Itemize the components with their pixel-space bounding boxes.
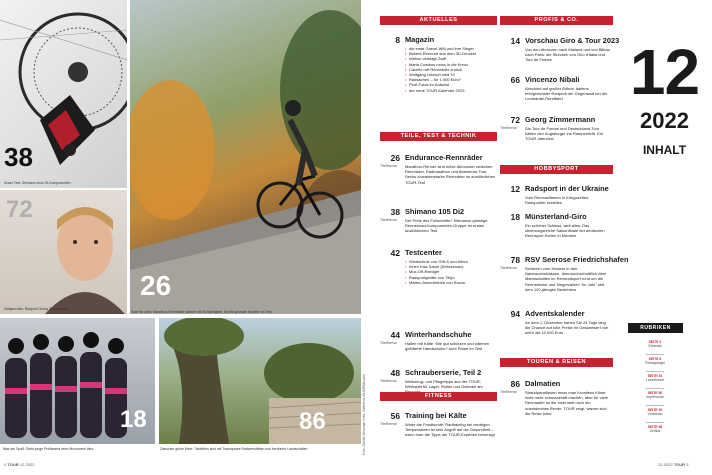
rubrik-item[interactable] bbox=[641, 357, 669, 365]
rider-illustration bbox=[130, 0, 361, 314]
rubrik-name: Rückspiegel bbox=[645, 361, 665, 365]
toc-description: Hallen mit Kälte: Wie gut schützen und wärmen gefütterte Handschuhe? Acht Paare im Test bbox=[405, 341, 490, 352]
folio-right bbox=[658, 462, 688, 467]
toc-page-number: 14 bbox=[510, 36, 520, 46]
rubrik-item[interactable] bbox=[641, 340, 669, 348]
toc-page-number: 66 bbox=[510, 75, 520, 85]
toc-title: Adventskalender bbox=[525, 309, 585, 318]
toc-kicker: Titelthema bbox=[500, 390, 517, 394]
divider bbox=[646, 405, 664, 406]
rubrik-name: Vorschau bbox=[647, 412, 663, 416]
photo-page-number: 72 bbox=[6, 196, 33, 223]
divider bbox=[646, 354, 664, 355]
toc-title: RSV Seerose Friedrichshafen bbox=[525, 255, 629, 264]
photo-credit: Foto: Daniel Sinkoma; links: Valentina Weiß/EMLoans bbox=[362, 374, 366, 455]
toc-description: Ein schöner Schluss, weit alles: Das stimmungsreiche Saisonfinale der deutschen Rennsport-Serien in Münster bbox=[525, 223, 605, 239]
photo-portrait bbox=[0, 190, 127, 314]
divider bbox=[646, 422, 664, 423]
rubrik-page: SEITE 6 bbox=[648, 357, 662, 361]
list-item: • Wahoo verklagt Zwift bbox=[405, 56, 497, 61]
toc-description: Wider die Frostkunde: Radtraining bei niedrigen Temperaturen ist kein Angriff auf die Gesundheit – wenn man die Tipps der TOUR-Experten beherzigt bbox=[405, 422, 495, 438]
list-item: • Windschutz von GIN.5 und Albea bbox=[405, 259, 497, 264]
toc-page-number: 72 bbox=[510, 115, 520, 125]
page-number: 4 bbox=[4, 462, 7, 467]
rubrik-name: Impressum bbox=[646, 395, 664, 399]
section-header-profis: PROFIS & CO. bbox=[500, 16, 613, 25]
toc-description: Ab dem 1. Dezember haben Sie 24 Tage lang die Chance auf tolle Preise im Gesamtwert von mehr als 10.000 Euro bbox=[525, 320, 609, 336]
photo-caption: Was ein Spaß: Siebt junge Profiteams beim Monument Vars bbox=[3, 447, 94, 451]
toc-description: Werkzeug- und Pflegetipps aus der TOUR-Werkstatt für Lager, Rollen und Gelenke am bbox=[405, 379, 483, 390]
toc-entry-winterhandschuhe[interactable] bbox=[380, 331, 497, 363]
toc-page-number: 94 bbox=[510, 309, 520, 319]
list-item: • die erste Gravel-WM und ihre Sieger bbox=[405, 46, 497, 51]
divider bbox=[646, 371, 664, 372]
toc-kicker: Titelthema bbox=[500, 266, 517, 270]
toc-title: Dalmatien bbox=[525, 379, 561, 388]
toc-page-number: 26 bbox=[390, 153, 400, 163]
rubrik-page: SEITE 34 bbox=[647, 374, 663, 378]
toc-entry-shimano[interactable] bbox=[380, 208, 497, 244]
toc-page-number: 42 bbox=[390, 248, 400, 258]
list-item: • Wolfgang Lützsch wird 70 bbox=[405, 72, 497, 77]
list-item: • Radsportgeräte von Titlyo bbox=[405, 275, 497, 280]
rubrik-item[interactable] bbox=[641, 425, 669, 433]
toc-entry-endurance[interactable] bbox=[380, 154, 497, 210]
toc-entry-ukraine[interactable] bbox=[500, 185, 613, 207]
magazine-name: TOUR bbox=[673, 462, 686, 467]
divider bbox=[646, 388, 664, 389]
photo-page-number: 18 bbox=[120, 406, 147, 433]
toc-entry-advent[interactable] bbox=[500, 310, 613, 342]
photo-caption: Zeitgeschick: Radprofi Georg Zimmermann bbox=[4, 307, 69, 311]
toc-title: Training bei Kälte bbox=[405, 411, 467, 420]
toc-title: Endurance-Rennräder bbox=[405, 153, 483, 162]
toc-entry-dalmatien[interactable] bbox=[500, 380, 613, 432]
photo-page-number: 26 bbox=[140, 270, 172, 301]
toc-title: Münsterland-Giro bbox=[525, 212, 587, 221]
photo-team bbox=[0, 318, 155, 444]
issue-number: 12-2022 bbox=[658, 462, 673, 467]
landscape-illustration bbox=[159, 318, 361, 444]
toc-page-number: 48 bbox=[390, 368, 400, 378]
toc-page-number: 12 bbox=[510, 184, 520, 194]
photo-caption: Gute für alles: Marathon-Rennräder passen mit Schwerigkeit. Sechs gesetzte Modelle im Test bbox=[131, 310, 272, 314]
toc-description: Vom Rennradfahren in Kriegszeiten: Radsportler erzählen bbox=[525, 195, 590, 206]
toc-description: Strandparadiesen muss man Kroatiens Küste nicht mehr schmackhaft machen, aber für viele Rennradler ist die Insel-welt noch ein unentdecktes Revier. TOUR zeigt, warum sich die Reise lohnt bbox=[525, 390, 608, 416]
rubrik-page: SEITE 3 bbox=[648, 340, 662, 344]
rubrik-name: Leserforum bbox=[645, 378, 665, 382]
toc-title: Shimano 105 Di2 bbox=[405, 207, 465, 216]
toc-title: Vorschau Giro & Tour 2023 bbox=[525, 36, 620, 45]
rubrik-item[interactable] bbox=[641, 408, 669, 416]
toc-entry-muenster[interactable] bbox=[500, 213, 613, 249]
rubrik-page: SEITE 50 bbox=[647, 391, 663, 395]
toc-description: Abschied auf großer Bühne: Italiens erfolgreichster Radprofi der Gegenwart bei der Lombardei-Rundfahrt bbox=[525, 86, 608, 102]
list-item: • Radsachen – für 1.000 Euro? bbox=[405, 77, 497, 82]
toc-title: Schrauberserie, Teil 2 bbox=[405, 368, 482, 377]
toc-description: Schienen vom Kindern in den Nachwuchsklassen, überdurchschnittlich viele Mannschaften im Rennradsport rund um die Rennstrecke und Siegerzahlen "im Jahr" seit dem 100-jährigen Bestehens bbox=[525, 266, 607, 292]
page-title: INHALT bbox=[642, 143, 687, 157]
page-number: 5 bbox=[686, 462, 689, 467]
section-header-aktuelles: AKTUELLES bbox=[380, 16, 497, 25]
toc-entry-vorschau[interactable] bbox=[500, 36, 620, 69]
section-header-hobbysport: HOBBYSPORT bbox=[500, 165, 613, 174]
photo-page-number: 86 bbox=[299, 408, 326, 435]
toc-entry-rsv[interactable] bbox=[500, 255, 629, 304]
section-header-teile: TEILE, TEST & TECHNIK bbox=[380, 132, 497, 141]
toc-entry-testcenter[interactable] bbox=[380, 249, 497, 289]
toc-kicker: Titelthema bbox=[380, 341, 397, 345]
toc-page-number: 38 bbox=[390, 207, 400, 217]
toc-title: Magazin bbox=[405, 35, 435, 44]
photo-derailleur bbox=[0, 0, 127, 188]
toc-kicker: Titelthema bbox=[500, 126, 517, 130]
toc-page-number: 86 bbox=[510, 379, 520, 389]
rubriken-header: RUBRIKEN bbox=[628, 323, 683, 333]
toc-entry-zimmermann[interactable] bbox=[500, 116, 613, 152]
issue-number: 12 bbox=[629, 36, 700, 108]
photo-caption: Zwischen grüne Meer: Tableilten sind mit Traumpaare Radwertstätten und berühmte Landschaften bbox=[160, 447, 308, 451]
photo-landscape bbox=[159, 318, 361, 444]
toc-description: Die Tour de France und Deutschland-Tour hätten den Augsburger ins Rampenlicht. Ein TOUR-Interview bbox=[525, 126, 604, 142]
rubrik-page: SEITE 92 bbox=[647, 408, 663, 412]
toc-title: Vincenzo Nibali bbox=[525, 75, 580, 84]
toc-description: Marathon-Renner sind echte Allrounder zwischen Rennräder, Radmarathon und Abenteuer-Tour. Sechs charakterstarke Rennräder im ausführlichen TOUR-Test bbox=[405, 164, 496, 185]
toc-entry-magazin[interactable] bbox=[380, 36, 497, 120]
list-item: • Bekent-Rennrad aus dem 3D-Drucker bbox=[405, 51, 497, 56]
list-item: • Maria Cuadros muss in die Kreuz bbox=[405, 62, 497, 67]
toc-entry-training[interactable] bbox=[380, 412, 497, 452]
rubrik-page: SEITE 96 bbox=[647, 425, 663, 429]
list-item: • Mux-Off-Reiniger bbox=[405, 269, 497, 274]
list-item: • Profi-Fotos im Aufwind bbox=[405, 82, 497, 87]
list-item: • der neue TOUR-Kalender 2023 bbox=[405, 88, 497, 93]
list-item: • Innen Kiss Saum (Seitzschutz) bbox=[405, 264, 497, 269]
toc-title: Radsport in der Ukraine bbox=[525, 184, 609, 193]
list-item: • Mettec-Ankerbetrieb von Ruzon bbox=[405, 280, 497, 285]
photo-page-number: 38 bbox=[4, 142, 33, 172]
toc-title: Winterhandschuhe bbox=[405, 330, 472, 339]
toc-title: Georg Zimmermann bbox=[525, 115, 596, 124]
rubrik-item[interactable] bbox=[641, 391, 669, 399]
photo-rider bbox=[130, 0, 361, 314]
toc-description: Der Preis des Fortschritts? Shimanos günstige Renneinrad-Komponenten-Gruppe im ersten ausführlichen Test bbox=[405, 218, 488, 234]
folio-left bbox=[4, 462, 34, 467]
toc-kicker: Titelthema bbox=[380, 218, 397, 222]
magazine-name: TOUR bbox=[7, 462, 19, 467]
toc-description: Von den Abruzzen nach Mailand und von Bilbao nach Paris: die Strecken von Giro d'Italia und Tour de France bbox=[525, 47, 610, 63]
toc-page-number: 44 bbox=[390, 330, 400, 340]
list-item: • Cavello ruft Rennräder zurück bbox=[405, 67, 497, 72]
photo-caption: Unser Test: Shimano neue DI-Komponenten bbox=[4, 181, 71, 185]
section-header-fitness: FITNESS bbox=[380, 392, 497, 401]
toc-kicker: Titelthema bbox=[380, 379, 397, 383]
toc-entry-nibali[interactable] bbox=[500, 76, 613, 108]
section-header-touren: TOUREN & REISEN bbox=[500, 358, 613, 367]
toc-kicker: Titelthema bbox=[380, 164, 397, 168]
issue-number: 12-2022 bbox=[19, 462, 35, 467]
rubrik-name: Editorial bbox=[648, 344, 662, 348]
toc-page-number: 56 bbox=[390, 411, 400, 421]
toc-page-number: 78 bbox=[510, 255, 520, 265]
toc-page-number: 8 bbox=[395, 35, 400, 45]
rubrik-name: Zeitlos bbox=[649, 429, 661, 433]
toc-bullet-list bbox=[405, 46, 497, 93]
toc-bullet-list bbox=[405, 259, 497, 285]
rubrik-item[interactable] bbox=[641, 374, 669, 382]
toc-page-number: 18 bbox=[510, 212, 520, 222]
toc-kicker: Titelthema bbox=[380, 422, 397, 426]
issue-year: 2022 bbox=[640, 108, 689, 133]
toc-title: Testcenter bbox=[405, 248, 442, 257]
